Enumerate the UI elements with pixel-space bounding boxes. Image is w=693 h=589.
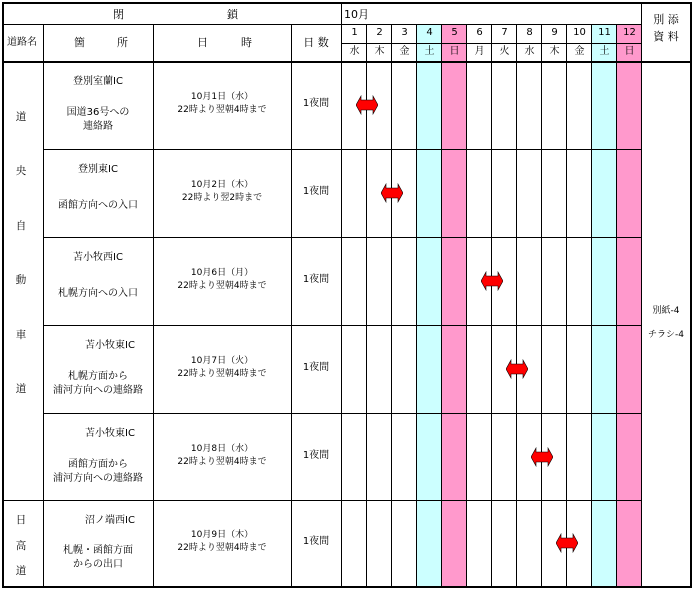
grid-line <box>2 500 641 501</box>
closure-time: 22時より翌朝4時まで <box>177 369 267 379</box>
grid-line <box>43 149 641 150</box>
location-detail: 国道36号への <box>66 107 130 118</box>
calendar-date: 3 <box>401 27 408 38</box>
header-attachment: 別 添 <box>653 13 679 26</box>
grid-line <box>43 237 641 238</box>
header-closure-label: 閉 <box>113 8 124 21</box>
calendar-weekday: 土 <box>599 46 610 57</box>
grid-line <box>43 24 44 586</box>
calendar-weekday: 土 <box>424 46 435 57</box>
grid-line <box>516 24 517 586</box>
interchange-name: 苫小牧東IC <box>85 428 135 439</box>
calendar-weekday: 火 <box>499 46 510 57</box>
location-detail: 函館方面から <box>68 458 128 470</box>
interchange-name: 苫小牧西IC <box>73 252 123 263</box>
road-name-char: 自 <box>15 219 27 232</box>
header-month: 10月 <box>344 8 369 21</box>
closure-duration: 1夜間 <box>302 98 330 109</box>
calendar-weekday: 日 <box>449 46 460 57</box>
closure-time: 22時より翌朝4時まで <box>177 543 267 553</box>
calendar-date: 11 <box>598 27 611 38</box>
closure-time: 22時より翌朝4時まで <box>177 456 267 467</box>
road-name-char: 道 <box>15 111 27 123</box>
calendar-date: 5 <box>451 27 458 38</box>
road-name-char: 動 <box>15 274 27 287</box>
calendar-date: 12 <box>623 27 636 38</box>
road-name-char: 道 <box>15 383 27 395</box>
closure-duration: 1夜間 <box>302 274 330 285</box>
closure-duration: 1夜間 <box>302 536 330 547</box>
interchange-name: 苫小牧東IC <box>85 340 135 351</box>
grid-line <box>466 24 467 586</box>
weekend-column-band <box>591 24 616 586</box>
calendar-weekday: 水 <box>349 46 360 57</box>
closure-night-marker <box>356 93 378 117</box>
grid-line <box>690 2 692 588</box>
grid-line <box>591 24 592 586</box>
calendar-date: 1 <box>351 27 358 38</box>
grid-line <box>43 325 641 326</box>
calendar-date: 6 <box>476 27 483 38</box>
interchange-name: 登別室蘭IC <box>73 76 123 87</box>
closure-night-marker <box>381 181 403 205</box>
grid-line <box>2 586 692 588</box>
road-name-char: 道 <box>15 565 27 577</box>
grid-line <box>391 24 392 586</box>
closure-time: 22時より翌2時まで <box>181 193 263 203</box>
weekend-column-band <box>416 24 441 586</box>
closure-date: 10月9日（木） <box>190 530 254 540</box>
grid-line <box>566 24 567 586</box>
grid-line <box>491 24 492 586</box>
grid-line <box>616 24 617 586</box>
interchange-name: 登別東IC <box>78 164 118 175</box>
closure-night-marker <box>506 357 528 381</box>
calendar-weekday: 金 <box>399 46 410 57</box>
location-detail: 浦河方向への連絡路 <box>53 385 143 396</box>
header-road-name: 道路名 <box>7 37 37 48</box>
grid-line <box>341 2 342 586</box>
grid-line <box>153 24 154 586</box>
closure-time: 22時より翌朝4時まで <box>177 105 267 115</box>
road-name-char: 高 <box>15 540 27 552</box>
calendar-weekday: 日 <box>624 46 635 57</box>
closure-night-marker <box>531 445 553 469</box>
closure-date: 10月8日（水） <box>190 443 254 454</box>
grid-line <box>441 24 442 586</box>
road-name-char: 央 <box>15 165 27 178</box>
closure-duration: 1夜間 <box>302 449 330 461</box>
road-name-char: 車 <box>15 328 27 341</box>
calendar-date: 9 <box>551 27 558 38</box>
calendar-date: 4 <box>426 27 433 38</box>
calendar-date: 8 <box>526 27 533 38</box>
calendar-date: 10 <box>573 27 586 38</box>
calendar-weekday: 月 <box>474 46 485 57</box>
grid-line <box>43 413 641 414</box>
attachment-reference: 別紙-4 <box>652 306 680 316</box>
grid-line <box>2 24 641 25</box>
road-name-char: 日 <box>15 514 27 526</box>
grid-line <box>2 2 690 4</box>
calendar-weekday: 金 <box>574 46 585 57</box>
calendar-date: 7 <box>501 27 508 38</box>
weekend-column-band <box>441 24 466 586</box>
grid-line <box>2 2 4 586</box>
calendar-weekday: 木 <box>549 46 560 57</box>
calendar-weekday: 木 <box>374 46 385 57</box>
weekend-column-band <box>616 24 641 586</box>
header-attachment: 資 料 <box>653 30 679 43</box>
closure-date: 10月7日（火） <box>190 356 254 366</box>
location-detail: 浦河方向への連絡路 <box>53 472 143 484</box>
calendar-weekday: 水 <box>524 46 535 57</box>
closure-time: 22時より翌朝4時まで <box>177 281 267 291</box>
grid-line <box>541 24 542 586</box>
grid-line <box>416 24 417 586</box>
grid-line <box>641 2 642 586</box>
attachment-reference: チラシ-4 <box>648 330 684 340</box>
closure-date: 10月6日（月） <box>190 268 254 278</box>
header-location: 箇 <box>74 36 85 49</box>
header-location: 所 <box>117 36 128 49</box>
closure-duration: 1夜間 <box>302 186 330 197</box>
closure-duration: 1夜間 <box>302 362 330 373</box>
closure-date: 10月1日（水） <box>190 92 254 102</box>
header-days: 日 数 <box>303 36 329 49</box>
header-datetime: 時 <box>241 36 252 49</box>
location-detail: 札幌方面から <box>68 371 128 382</box>
location-detail: 函館方向への入口 <box>58 200 138 211</box>
location-detail: 札幌・函館方面 <box>63 545 133 556</box>
header-closure-label: 鎖 <box>227 8 238 21</box>
closure-date: 10月2日（木） <box>190 180 254 190</box>
grid-line <box>2 61 690 63</box>
closure-night-marker <box>481 269 503 293</box>
grid-line <box>291 24 292 586</box>
interchange-name: 沼ノ端西IC <box>85 515 135 526</box>
location-detail: 連絡路 <box>83 121 113 132</box>
location-detail: からの出口 <box>73 559 123 570</box>
header-datetime: 日 <box>197 36 208 49</box>
location-detail: 札幌方向への入口 <box>58 288 138 299</box>
calendar-date: 2 <box>376 27 383 38</box>
closure-night-marker <box>556 531 578 555</box>
